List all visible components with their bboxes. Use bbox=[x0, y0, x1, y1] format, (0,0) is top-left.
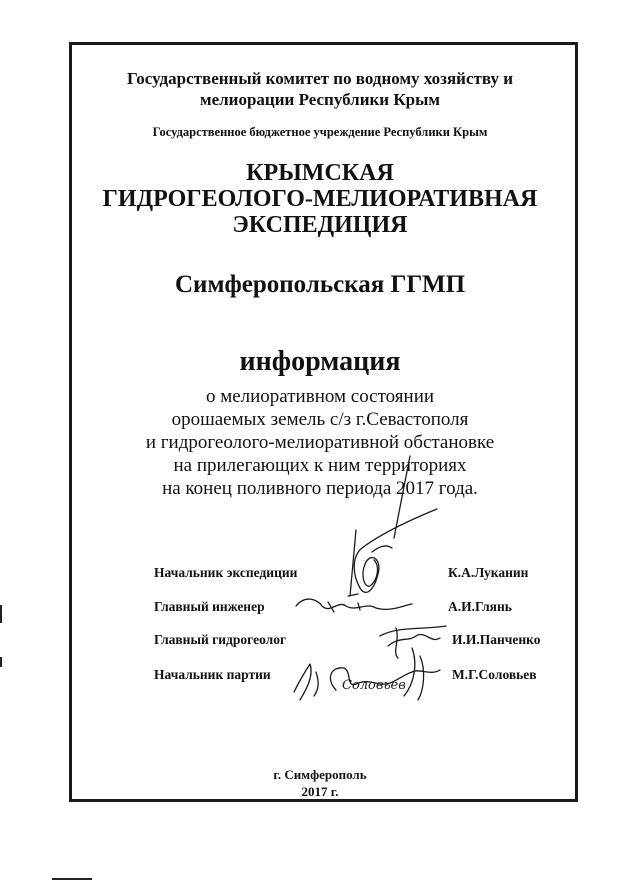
committee-line-2: мелиорации Республики Крым bbox=[200, 90, 440, 109]
expedition-line-1: КРЫМСКАЯ bbox=[246, 160, 394, 186]
subject-line-3: и гидрогеолого-мелиоративной обстановке bbox=[145, 432, 495, 453]
signature-role-head: Начальник экспедиции bbox=[154, 565, 298, 580]
scan-artifact-left bbox=[0, 605, 2, 623]
footer-place-date bbox=[0, 766, 640, 800]
subject-line-1: о мелиоративном состоянии bbox=[205, 386, 435, 407]
scan-artifact-bottom bbox=[52, 878, 92, 880]
signature-stroke-chief-hydrogeologist bbox=[380, 626, 446, 646]
signature-name-party-chief: М.Г.Соловьев bbox=[452, 667, 537, 682]
branch-title: Симферопольская ГГМП bbox=[174, 271, 466, 298]
institution-name: Государственное бюджетное учреждение Республики Крым bbox=[152, 125, 488, 139]
subject-line-2: орошаемых земель с/з г.Севастополя bbox=[171, 409, 469, 430]
expedition-line-3: ЭКСПЕДИЦИЯ bbox=[232, 212, 408, 238]
signature-name-chief-engineer: А.И.Глянь bbox=[448, 599, 512, 614]
committee-line-1: Государственный комитет по водному хозяйству и bbox=[126, 69, 513, 88]
signature-role-chief-hydrogeologist: Главный гидрогеолог bbox=[154, 632, 287, 647]
signature-name-head: К.А.Луканин bbox=[448, 565, 529, 580]
scan-artifact-left-lower bbox=[0, 657, 2, 667]
signature-name-chief-hydrogeologist: И.И.Панченко bbox=[452, 632, 541, 647]
signature-stroke-head bbox=[354, 509, 437, 592]
footer-city: г. Симферополь bbox=[273, 767, 367, 782]
document-title: информация bbox=[239, 346, 401, 377]
signature-stroke-party-chief bbox=[294, 664, 318, 700]
signature-stroke-crossout bbox=[394, 456, 410, 538]
subject-line-5: на конец поливного периода 2017 года. bbox=[162, 478, 478, 499]
subject-line-4: на прилегающих к ним территориях bbox=[173, 455, 467, 476]
signature-role-chief-engineer: Главный инженер bbox=[154, 599, 265, 614]
signature-stroke-chief-engineer bbox=[296, 599, 412, 609]
expedition-line-2: ГИДРОГЕОЛОГО-МЕЛИОРАТИВНАЯ bbox=[102, 186, 538, 212]
handwritten-signature-text: Соловьев bbox=[342, 678, 406, 693]
signature-role-party-chief: Начальник партии bbox=[154, 667, 271, 682]
footer-year: 2017 г. bbox=[301, 784, 339, 799]
